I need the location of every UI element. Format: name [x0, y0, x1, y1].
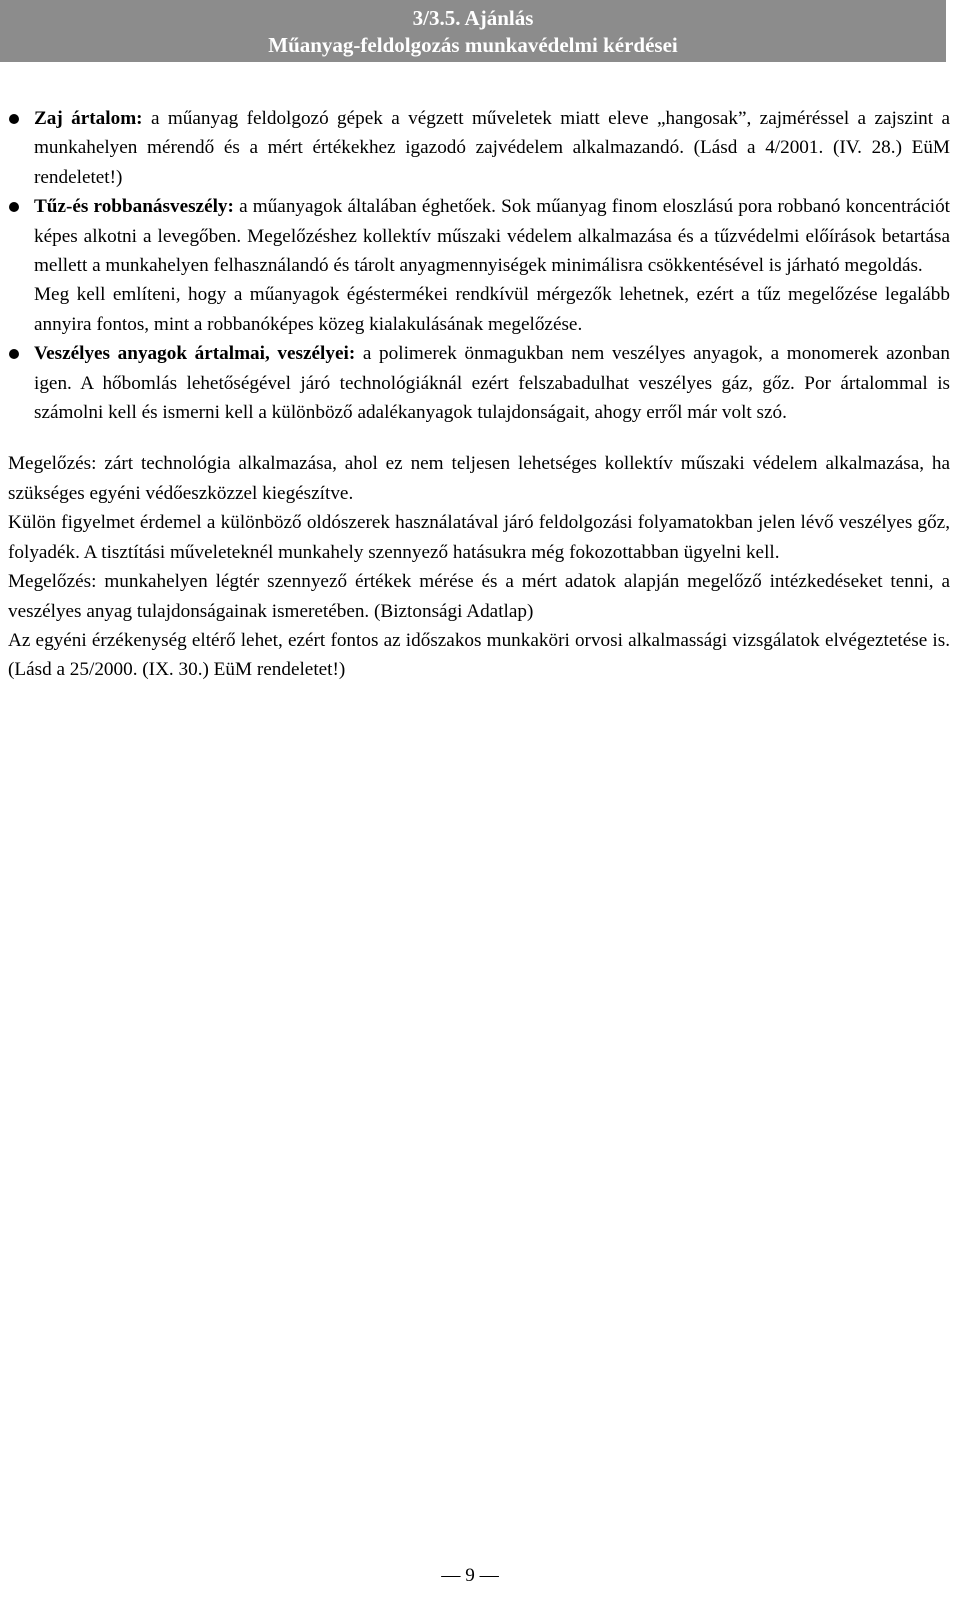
bullet-icon — [9, 202, 19, 212]
prevention-section — [8, 449, 950, 684]
hazard-list — [8, 104, 950, 427]
hazard-text: a műanyag feldolgozó gépek a végzett műveletek miatt eleve „hangosak”, zajméréssel a zajszint a munkahelyen mérendő és a mért értékekhez igazodó zajvédelem alkalmazandó. (Lásd a 4/2001. (IV. 28.) EüM rendeletet!) — [34, 108, 950, 188]
paragraph: Az egyéni érzékenység eltérő lehet, ezért fontos az időszakos munkaköri orvosi alkalmassági vizsgálatok elvégeztetése is. (Lásd a 25/2000. (IX. 30.) EüM rendeletet!) — [8, 629, 950, 681]
hazard-lead: Zaj ártalom: — [34, 108, 143, 129]
paragraph: Külön figyelmet érdemel a különböző oldószerek használatával járó feldolgozási folyamatokban jelen lévő veszélyes gőz, folyadék. A tisztítási műveleteknél munkahely szennyező hatásukra még fokozottabban ügyelni kell. — [8, 512, 950, 563]
section-header — [0, 0, 946, 62]
section-title: Műanyag-feldolgozás munkavédelmi kérdései — [268, 33, 678, 57]
paragraph: Megelőzés: zárt technológia alkalmazása, ahol ez nem teljesen lehetséges kollektív műszaki védelem alkalmazása, ha szükséges egyéni védőeszközzel kiegészítve. — [8, 453, 950, 504]
hazard-lead: Tűz-és robbanásveszély: — [34, 196, 234, 218]
bullet-icon — [9, 349, 19, 359]
hazard-extra-text: Meg kell említeni, hogy a műanyagok égéstermékei rendkívül mérgezők lehetnek, ezért a tűz megelőzése legalább annyira fontos, mint a robbanóképes közeg kialakulásának megelőzése. — [34, 284, 950, 335]
page-number: — 9 — — [441, 1565, 499, 1586]
hazard-item-dangerous-materials — [8, 339, 950, 427]
paragraph: Megelőzés: munkahelyen légtér szennyező értékek mérése és a mért adatok alapján megelőző intézkedéseket tenni, a veszélyes anyag tulajdonságainak ismeretében. (Biztonsági Adatlap) — [8, 571, 950, 622]
hazard-text: a műanyagok általában éghetőek. Sok műanyag finom eloszlású pora robbanó koncentrációt képes alkotni a levegőben. Megelőzéshez kollektív műszaki védelem alkalmazása és a tűzvédelmi előírások betartása mellett a munkahelyen felhasználandó és tárolt anyagmennyiségek minimálisra csökkentésével is járható megoldás. — [34, 196, 950, 277]
hazard-lead: Veszélyes anyagok ártalmai, veszélyei: — [34, 343, 356, 365]
document-body — [8, 104, 950, 685]
hazard-item-noise — [8, 104, 950, 192]
hazard-text: a polimerek önmagukban nem veszélyes anyagok, a monomerek azonban igen. A hőbomlás lehetőségével járó technológiáknál ezért felszabadulhat veszélyes gáz, gőz. Por ártalommal is számolni kell és ismerni kell a különböző adalékanyagok tulajdonságait, ahogy erről már volt szó. — [34, 343, 951, 424]
hazard-item-fire — [8, 192, 950, 339]
bullet-icon — [9, 114, 19, 124]
section-number: 3/3.5. Ajánlás — [412, 6, 534, 30]
